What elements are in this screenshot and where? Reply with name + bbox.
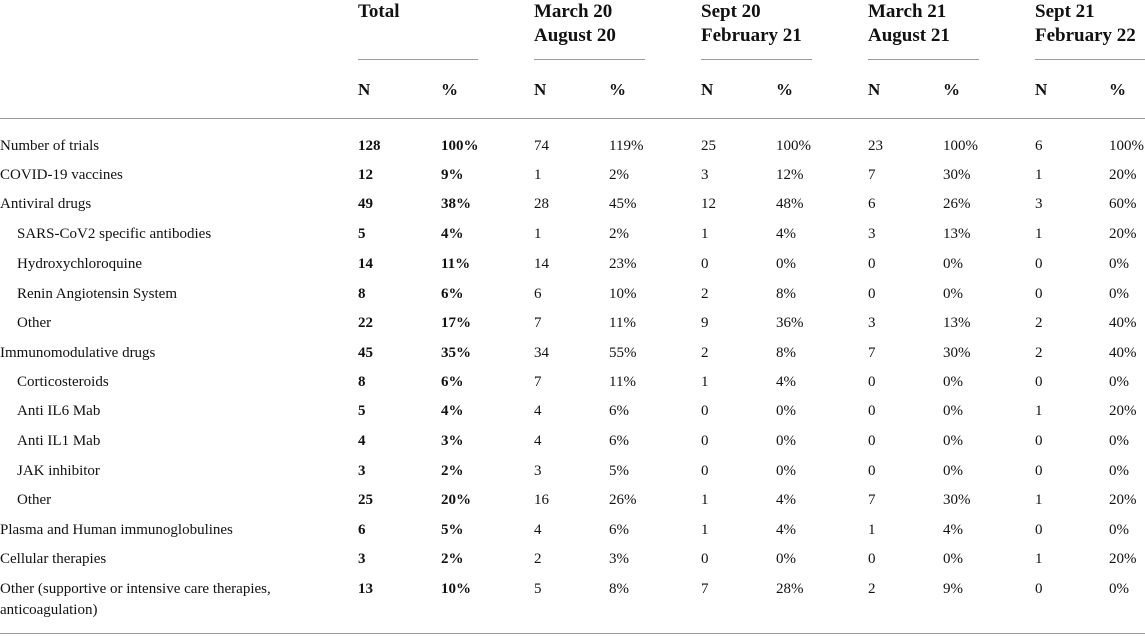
cell-p3-n: 0 — [868, 256, 876, 272]
cell-p3-n: 0 — [868, 433, 876, 449]
cell-p2-n: 0 — [701, 256, 709, 272]
header-period-3-rule — [868, 59, 979, 60]
header-period-4-line2: February 22 — [1035, 25, 1136, 46]
cell-p3-pct: 0% — [943, 374, 963, 390]
cell-p1-pct: 8% — [609, 581, 629, 597]
cell-total-pct: 35% — [441, 345, 471, 361]
subheader-pct: % — [1109, 80, 1126, 99]
cell-p2-n: 3 — [701, 167, 709, 183]
cell-p1-pct: 23% — [609, 256, 637, 272]
cell-p2-pct: 0% — [776, 433, 796, 449]
table-row — [0, 194, 1145, 223]
cell-p2-pct: 4% — [776, 492, 796, 508]
cell-p1-pct: 3% — [609, 551, 629, 567]
cell-p2-n: 12 — [701, 196, 716, 212]
cell-total-pct: 9% — [441, 167, 464, 183]
row-label: Other — [17, 492, 52, 508]
table-row — [0, 431, 1145, 460]
row-label: Corticosteroids — [17, 374, 109, 390]
cell-p4-n: 0 — [1035, 256, 1043, 272]
cell-p1-n: 3 — [534, 463, 542, 479]
cell-p3-n: 23 — [868, 138, 883, 154]
cell-p3-pct: 30% — [943, 492, 971, 508]
cell-p2-pct: 0% — [776, 256, 796, 272]
cell-p4-n: 0 — [1035, 463, 1043, 479]
cell-total-n: 22 — [358, 315, 373, 331]
header-period-1-line1: March 20 — [534, 1, 613, 22]
cell-p2-n: 1 — [701, 374, 709, 390]
table-row — [0, 343, 1145, 372]
cell-total-n: 4 — [358, 433, 366, 449]
cell-p2-pct: 8% — [776, 345, 796, 361]
cell-p3-pct: 4% — [943, 522, 963, 538]
cell-p2-n: 0 — [701, 403, 709, 419]
cell-p3-n: 1 — [868, 522, 876, 538]
subheader-n: N — [358, 80, 371, 99]
subheader-pct: % — [776, 80, 793, 99]
cell-p1-n: 5 — [534, 581, 542, 597]
cell-p1-n: 4 — [534, 403, 542, 419]
cell-p1-pct: 11% — [609, 374, 636, 390]
cell-p2-pct: 4% — [776, 522, 796, 538]
row-label: COVID-19 vaccines — [0, 167, 123, 183]
header-period-3 — [868, 0, 950, 48]
cell-p4-n: 1 — [1035, 167, 1043, 183]
row-label: Immunomodulative drugs — [0, 345, 156, 361]
table-row — [0, 461, 1145, 490]
cell-total-pct: 2% — [441, 463, 464, 479]
cell-p4-pct: 100% — [1109, 138, 1144, 154]
cell-total-n: 5 — [358, 403, 366, 419]
cell-total-n: 49 — [358, 196, 373, 212]
cell-p3-n: 7 — [868, 345, 876, 361]
cell-p1-n: 7 — [534, 374, 542, 390]
cell-p1-pct: 11% — [609, 315, 636, 331]
cell-p3-pct: 0% — [943, 256, 963, 272]
cell-total-n: 13 — [358, 581, 373, 597]
cell-p1-n: 28 — [534, 196, 549, 212]
row-label: Number of trials — [0, 138, 100, 154]
header-period-2-line1: Sept 20 — [701, 1, 761, 22]
cell-p3-n: 7 — [868, 492, 876, 508]
subheader-pct: % — [943, 80, 960, 99]
header-period-4-line1: Sept 21 — [1035, 1, 1095, 22]
cell-p2-n: 25 — [701, 138, 716, 154]
cell-p2-n: 2 — [701, 345, 709, 361]
cell-p1-n: 74 — [534, 138, 549, 154]
header-period-1-rule — [534, 59, 645, 60]
row-label: Hydroxychloroquine — [17, 256, 142, 272]
cell-p3-n: 6 — [868, 196, 876, 212]
cell-p3-n: 7 — [868, 167, 876, 183]
cell-total-n: 8 — [358, 286, 366, 302]
cell-p4-n: 0 — [1035, 522, 1043, 538]
cell-p4-n: 0 — [1035, 433, 1043, 449]
cell-p4-pct: 0% — [1109, 374, 1129, 390]
cell-p2-n: 0 — [701, 551, 709, 567]
cell-p4-n: 2 — [1035, 315, 1043, 331]
cell-p4-n: 6 — [1035, 138, 1043, 154]
row-label: JAK inhibitor — [17, 463, 100, 479]
cell-p3-n: 0 — [868, 463, 876, 479]
cell-p2-pct: 48% — [776, 196, 804, 212]
table-row — [0, 520, 1145, 549]
cell-p4-pct: 0% — [1109, 522, 1129, 538]
cell-p2-n: 0 — [701, 463, 709, 479]
table-row — [0, 224, 1145, 253]
cell-p2-pct: 0% — [776, 551, 796, 567]
cell-p4-n: 1 — [1035, 551, 1043, 567]
row-label-continued: anticoagulation) — [0, 602, 98, 618]
cell-total-n: 3 — [358, 551, 366, 567]
row-label: SARS-CoV2 specific antibodies — [17, 226, 212, 242]
cell-p4-pct: 40% — [1109, 315, 1137, 331]
cell-total-n: 14 — [358, 256, 373, 272]
cell-p2-n: 7 — [701, 581, 709, 597]
cell-p1-pct: 26% — [609, 492, 637, 508]
header-period-4 — [1035, 0, 1136, 48]
cell-p1-n: 16 — [534, 492, 549, 508]
cell-p4-pct: 0% — [1109, 463, 1129, 479]
cell-p2-pct: 4% — [776, 374, 796, 390]
row-label: Other — [17, 315, 52, 331]
cell-total-n: 6 — [358, 522, 366, 538]
cell-total-n: 8 — [358, 374, 366, 390]
cell-total-pct: 10% — [441, 581, 471, 597]
header-total-line1: Total — [358, 1, 400, 22]
cell-p1-pct: 10% — [609, 286, 637, 302]
cell-p4-n: 2 — [1035, 345, 1043, 361]
cell-p4-n: 0 — [1035, 286, 1043, 302]
table-row — [0, 549, 1145, 578]
cell-p2-pct: 12% — [776, 167, 804, 183]
cell-p1-n: 1 — [534, 167, 542, 183]
cell-p1-pct: 55% — [609, 345, 637, 361]
cell-p1-n: 34 — [534, 345, 549, 361]
cell-p2-pct: 28% — [776, 581, 804, 597]
cell-p3-n: 3 — [868, 315, 876, 331]
cell-p3-pct: 30% — [943, 167, 971, 183]
header-period-3-line1: March 21 — [868, 1, 947, 22]
table-row — [0, 165, 1145, 194]
cell-total-pct: 100% — [441, 138, 479, 154]
cell-p3-pct: 9% — [943, 581, 963, 597]
cell-p3-pct: 0% — [943, 433, 963, 449]
cell-p4-pct: 20% — [1109, 492, 1137, 508]
cell-p3-pct: 30% — [943, 345, 971, 361]
cell-p3-n: 0 — [868, 551, 876, 567]
subheader-n: N — [1035, 80, 1048, 99]
table-row — [0, 401, 1145, 430]
table-row — [0, 136, 1145, 165]
cell-total-pct: 5% — [441, 522, 464, 538]
table-row — [0, 284, 1145, 313]
cell-p2-n: 1 — [701, 226, 709, 242]
cell-total-pct: 4% — [441, 226, 464, 242]
cell-p4-pct: 20% — [1109, 551, 1137, 567]
cell-p1-pct: 45% — [609, 196, 637, 212]
cell-total-pct: 38% — [441, 196, 471, 212]
cell-total-n: 128 — [358, 138, 381, 154]
cell-p3-n: 3 — [868, 226, 876, 242]
table-row — [0, 490, 1145, 519]
row-label: Other (supportive or intensive care therapies, — [0, 581, 271, 597]
table-row — [0, 372, 1145, 401]
cell-p4-n: 1 — [1035, 492, 1043, 508]
cell-p2-n: 2 — [701, 286, 709, 302]
cell-p2-n: 1 — [701, 522, 709, 538]
cell-p4-pct: 20% — [1109, 167, 1137, 183]
cell-total-pct: 4% — [441, 403, 464, 419]
cell-total-pct: 6% — [441, 374, 464, 390]
header-period-2-rule — [701, 59, 812, 60]
cell-total-pct: 11% — [441, 256, 471, 272]
cell-p1-pct: 6% — [609, 522, 629, 538]
cell-p3-pct: 0% — [943, 551, 963, 567]
cell-p3-pct: 0% — [943, 403, 963, 419]
cell-p4-pct: 20% — [1109, 403, 1137, 419]
subheader-pct: % — [441, 80, 458, 99]
cell-total-pct: 17% — [441, 315, 471, 331]
cell-p3-pct: 26% — [943, 196, 971, 212]
cell-total-pct: 20% — [441, 492, 471, 508]
cell-p1-pct: 2% — [609, 167, 629, 183]
cell-p3-pct: 13% — [943, 226, 971, 242]
cell-p4-pct: 40% — [1109, 345, 1137, 361]
cell-total-n: 5 — [358, 226, 366, 242]
cell-total-n: 3 — [358, 463, 366, 479]
row-label: Antiviral drugs — [0, 196, 92, 212]
cell-p1-pct: 6% — [609, 403, 629, 419]
subheader-n: N — [868, 80, 881, 99]
cell-p3-n: 2 — [868, 581, 876, 597]
cell-p4-n: 0 — [1035, 581, 1043, 597]
row-label: Renin Angiotensin System — [17, 286, 178, 302]
cell-p3-n: 0 — [868, 403, 876, 419]
header-period-2-line2: February 21 — [701, 25, 802, 46]
cell-p4-pct: 0% — [1109, 433, 1129, 449]
cell-p4-pct: 60% — [1109, 196, 1137, 212]
cell-total-pct: 3% — [441, 433, 464, 449]
row-label: Anti IL6 Mab — [17, 403, 101, 419]
cell-total-n: 25 — [358, 492, 373, 508]
subheader-n: N — [701, 80, 714, 99]
header-period-1 — [534, 0, 616, 48]
cell-p4-pct: 0% — [1109, 286, 1129, 302]
cell-p1-n: 4 — [534, 522, 542, 538]
cell-p2-pct: 8% — [776, 286, 796, 302]
cell-total-pct: 2% — [441, 551, 464, 567]
cell-p2-pct: 100% — [776, 138, 811, 154]
cell-p3-n: 0 — [868, 286, 876, 302]
cell-p2-pct: 0% — [776, 463, 796, 479]
row-label: Anti IL1 Mab — [17, 433, 101, 449]
cell-p3-pct: 100% — [943, 138, 978, 154]
cell-p1-n: 4 — [534, 433, 542, 449]
cell-p3-pct: 13% — [943, 315, 971, 331]
row-label: Plasma and Human immunoglobulines — [0, 522, 233, 538]
cell-p4-n: 1 — [1035, 226, 1043, 242]
cell-p4-n: 3 — [1035, 196, 1043, 212]
cell-p4-n: 0 — [1035, 374, 1043, 390]
table-row — [0, 579, 1145, 623]
cell-total-n: 12 — [358, 167, 373, 183]
cell-total-pct: 6% — [441, 286, 464, 302]
row-label: Cellular therapies — [0, 551, 107, 567]
cell-p2-pct: 4% — [776, 226, 796, 242]
cell-p3-pct: 0% — [943, 463, 963, 479]
header-divider — [0, 118, 1145, 119]
cell-p1-pct: 5% — [609, 463, 629, 479]
cell-p1-pct: 119% — [609, 138, 644, 154]
cell-p4-pct: 20% — [1109, 226, 1137, 242]
table-bottom-rule — [0, 633, 1145, 634]
cell-p2-pct: 0% — [776, 403, 796, 419]
subheader-pct: % — [609, 80, 626, 99]
cell-p1-n: 1 — [534, 226, 542, 242]
header-period-1-line2: August 20 — [534, 25, 616, 46]
cell-p4-n: 1 — [1035, 403, 1043, 419]
subheader-n: N — [534, 80, 547, 99]
cell-p1-n: 14 — [534, 256, 549, 272]
cell-p2-n: 1 — [701, 492, 709, 508]
cell-p4-pct: 0% — [1109, 581, 1129, 597]
header-period-2 — [701, 0, 802, 48]
cell-p3-pct: 0% — [943, 286, 963, 302]
table-row — [0, 254, 1145, 283]
header-period-3-line2: August 21 — [868, 25, 950, 46]
header-period-4-rule — [1035, 59, 1145, 60]
cell-p4-pct: 0% — [1109, 256, 1129, 272]
header-total-rule — [358, 59, 478, 60]
cell-p2-n: 0 — [701, 433, 709, 449]
table-row — [0, 313, 1145, 342]
header-total — [358, 0, 400, 24]
cell-p3-n: 0 — [868, 374, 876, 390]
cell-p1-pct: 6% — [609, 433, 629, 449]
cell-p2-n: 9 — [701, 315, 709, 331]
cell-p2-pct: 36% — [776, 315, 804, 331]
cell-p1-n: 2 — [534, 551, 542, 567]
cell-p1-n: 7 — [534, 315, 542, 331]
cell-p1-n: 6 — [534, 286, 542, 302]
cell-p1-pct: 2% — [609, 226, 629, 242]
cell-total-n: 45 — [358, 345, 373, 361]
